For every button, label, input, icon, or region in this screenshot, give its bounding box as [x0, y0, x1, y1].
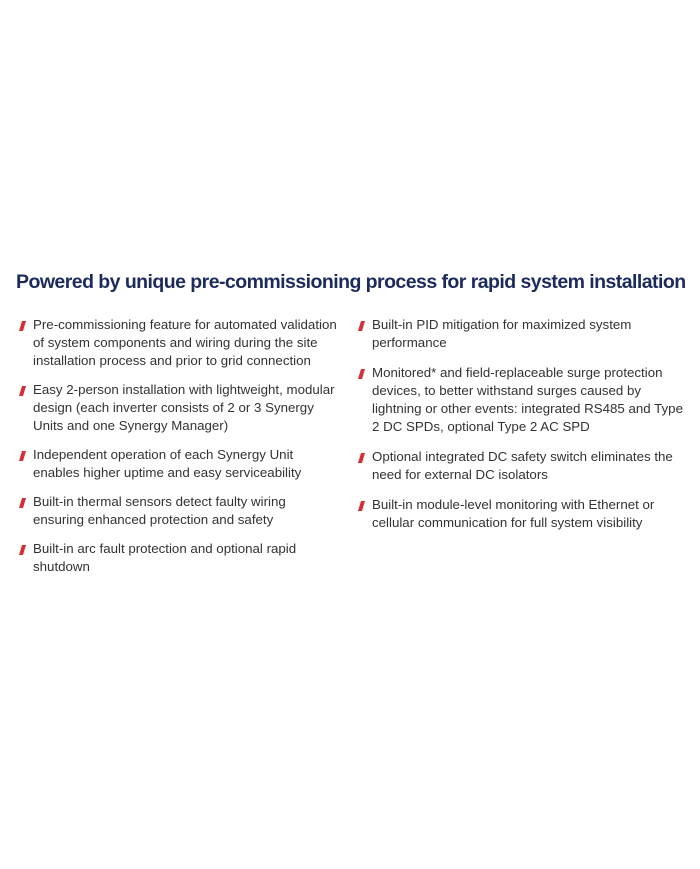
feature-text: Pre-commissioning feature for automated validation of system components and wiring during the site installation process and prior to grid connection [33, 317, 337, 368]
feature-text: Independent operation of each Synergy Unit enables higher uptime and easy serviceability [33, 447, 302, 480]
red-slash-bullet-icon [357, 369, 366, 379]
red-slash-bullet-icon [18, 451, 27, 461]
red-slash-bullet-icon [18, 321, 27, 331]
feature-item [357, 364, 687, 436]
feature-item [18, 446, 338, 482]
feature-item [18, 540, 338, 576]
red-slash-bullet-icon [18, 498, 27, 508]
feature-text: Built-in module-level monitoring with Ethernet or cellular communication for full system visibility [372, 497, 655, 530]
feature-text: Built-in arc fault protection and optional rapid shutdown [33, 541, 297, 574]
red-slash-bullet-icon [357, 501, 366, 511]
feature-item [357, 496, 687, 532]
red-slash-bullet-icon [18, 386, 27, 396]
feature-item [18, 381, 338, 435]
red-slash-bullet-icon [18, 545, 27, 555]
red-slash-bullet-icon [357, 453, 366, 463]
feature-item [18, 493, 338, 529]
feature-text: Built-in PID mitigation for maximized system performance [372, 317, 632, 350]
feature-list-right [357, 316, 687, 544]
feature-text: Built-in thermal sensors detect faulty wiring ensuring enhanced protection and safety [33, 494, 286, 527]
feature-text: Monitored* and field-replaceable surge protection devices, to better withstand surges caused by lightning or other events: integrated RS485 and Type 2 DC SPDs, optional Type 2 AC SPD [372, 365, 683, 434]
feature-item [18, 316, 338, 370]
feature-text: Optional integrated DC safety switch eliminates the need for external DC isolators [372, 449, 673, 482]
feature-text: Easy 2-person installation with lightweight, modular design (each inverter consists of 2 or 3 Synergy Units and one Synergy Manager) [33, 382, 335, 433]
feature-item [357, 316, 687, 352]
feature-item [357, 448, 687, 484]
feature-list-left [18, 316, 338, 587]
section-title: Powered by unique pre-commissioning process for rapid system installation [16, 271, 686, 293]
red-slash-bullet-icon [357, 321, 366, 331]
